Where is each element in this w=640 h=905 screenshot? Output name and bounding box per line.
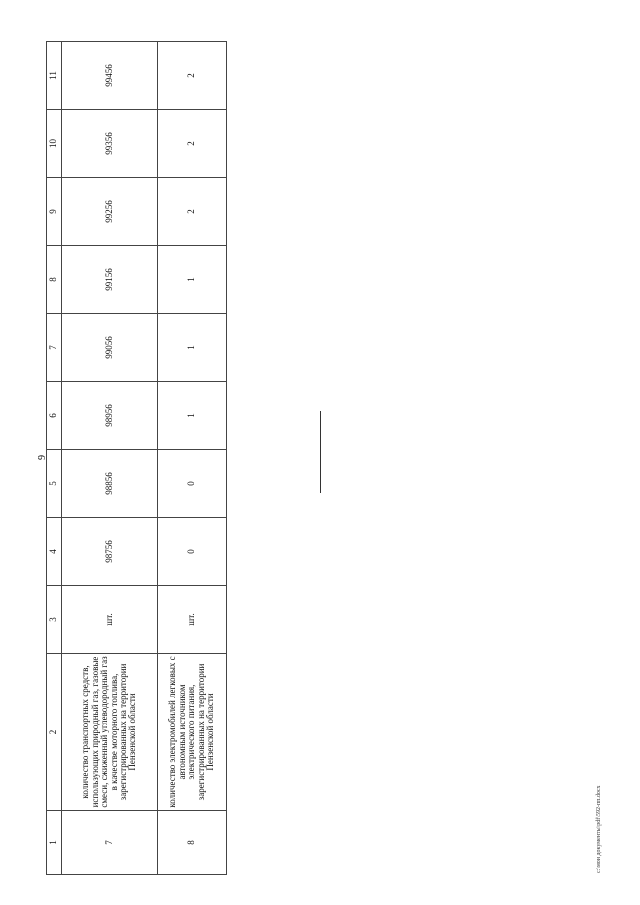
value-cell: 99356 bbox=[62, 110, 158, 178]
table-row bbox=[62, 42, 158, 875]
value-cell: 98756 bbox=[62, 518, 158, 586]
separator-line bbox=[320, 411, 321, 493]
value-cell: 99456 bbox=[62, 42, 158, 110]
value-cell: 0 bbox=[158, 450, 227, 518]
value-cell: 1 bbox=[158, 246, 227, 314]
column-header: 6 bbox=[47, 382, 62, 450]
data-table bbox=[46, 41, 227, 875]
column-header: 4 bbox=[47, 518, 62, 586]
column-header: 11 bbox=[47, 42, 62, 110]
value-cell: 1 bbox=[158, 314, 227, 382]
row-number: 7 bbox=[62, 811, 158, 875]
value-cell: 99256 bbox=[62, 178, 158, 246]
column-header: 8 bbox=[47, 246, 62, 314]
value-cell: 0 bbox=[158, 518, 227, 586]
column-header: 9 bbox=[47, 178, 62, 246]
column-header: 3 bbox=[47, 586, 62, 654]
row-number: 8 bbox=[158, 811, 227, 875]
row-description: количество электромобилей легковых с автономным источником электрического питания, зарегистрированных на территории Пензенской области bbox=[158, 654, 227, 811]
column-header: 1 bbox=[47, 811, 62, 875]
footer-file-path: c:\мои документы\pdf\592-пп.docx bbox=[596, 785, 602, 873]
value-cell: 98956 bbox=[62, 382, 158, 450]
value-cell: 99156 bbox=[62, 246, 158, 314]
column-header: 5 bbox=[47, 450, 62, 518]
row-unit: шт. bbox=[62, 586, 158, 654]
column-header: 10 bbox=[47, 110, 62, 178]
value-cell: 2 bbox=[158, 110, 227, 178]
value-cell: 98856 bbox=[62, 450, 158, 518]
value-cell: 99056 bbox=[62, 314, 158, 382]
value-cell: 2 bbox=[158, 42, 227, 110]
column-header: 7 bbox=[47, 314, 62, 382]
column-header: 2 bbox=[47, 654, 62, 811]
table-row bbox=[158, 42, 227, 875]
value-cell: 1 bbox=[158, 382, 227, 450]
table-header-row bbox=[47, 42, 62, 875]
page-number: 9 bbox=[37, 455, 48, 460]
value-cell: 2 bbox=[158, 178, 227, 246]
row-unit: шт. bbox=[158, 586, 227, 654]
row-description: количество транспортных средств, использующих природный газ, газовые смеси, сжиженный углеводородный газ в качестве моторного топлива, зарегистрированных на территории Пензенской области bbox=[62, 654, 158, 811]
